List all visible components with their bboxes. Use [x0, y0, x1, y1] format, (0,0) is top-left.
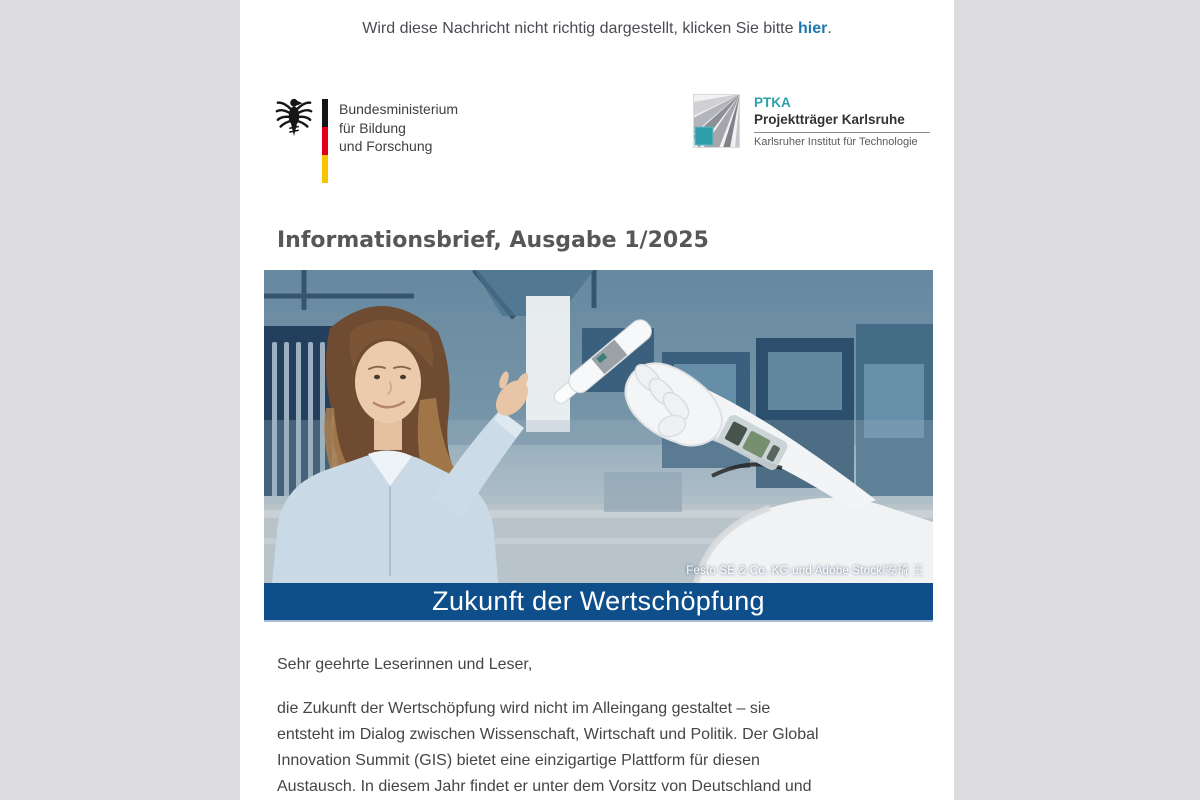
federal-eagle-icon — [275, 94, 313, 138]
hero-section — [264, 270, 933, 622]
greeting-line: Sehr geehrte Leserinnen und Leser, — [277, 656, 533, 673]
paragraph-line: Austausch. In diesem Jahr findet er unter dem Vorsitz von Deutschland und — [277, 778, 812, 795]
preheader-view-online-link[interactable]: hier — [797, 20, 828, 37]
german-flag-stripe — [322, 99, 328, 183]
ptka-mark-icon — [693, 94, 740, 148]
ptka-acronym: PTKA — [754, 95, 791, 110]
hero-photo — [264, 270, 933, 583]
bmbf-logo-text: Bundesministerium für Bildung und Forschung — [339, 101, 459, 154]
preheader — [240, 0, 954, 38]
ptka-logo — [693, 94, 930, 148]
hero-banner-title: Zukunft der Wertschöpfung — [432, 586, 765, 616]
bmbf-logo — [275, 92, 458, 183]
ptka-name: Projektträger Karlsruhe — [754, 112, 905, 127]
email-content-column — [240, 0, 954, 800]
paragraph-line: die Zukunft der Wertschöpfung wird nicht im Alleingang gestaltet – sie — [277, 700, 771, 717]
logo-row — [275, 92, 930, 183]
ptka-logo-text — [754, 94, 930, 148]
hero-banner — [264, 583, 933, 622]
ptka-subtitle: Karlsruher Institut für Technologie — [754, 136, 918, 148]
ptka-divider — [754, 132, 930, 133]
preheader-text: Wird diese Nachricht nicht richtig dargestellt, klicken Sie bitte — [362, 20, 798, 37]
hero-photo-credit: Festo SE & Co. KG und Adobe Stock/安琦 王 — [686, 565, 924, 577]
preheader-period: . — [827, 20, 832, 37]
intro-paragraph — [277, 696, 924, 800]
newsletter-title: Informationsbrief, Ausgabe 1/2025 — [277, 228, 709, 253]
paragraph-line: entsteht im Dialog zwischen Wissenschaft, Wirtschaft und Politik. Der Global — [277, 726, 819, 743]
paragraph-line: Innovation Summit (GIS) bietet eine einzigartige Plattform für diesen — [277, 752, 760, 769]
hero-photo-illustration — [264, 270, 933, 583]
